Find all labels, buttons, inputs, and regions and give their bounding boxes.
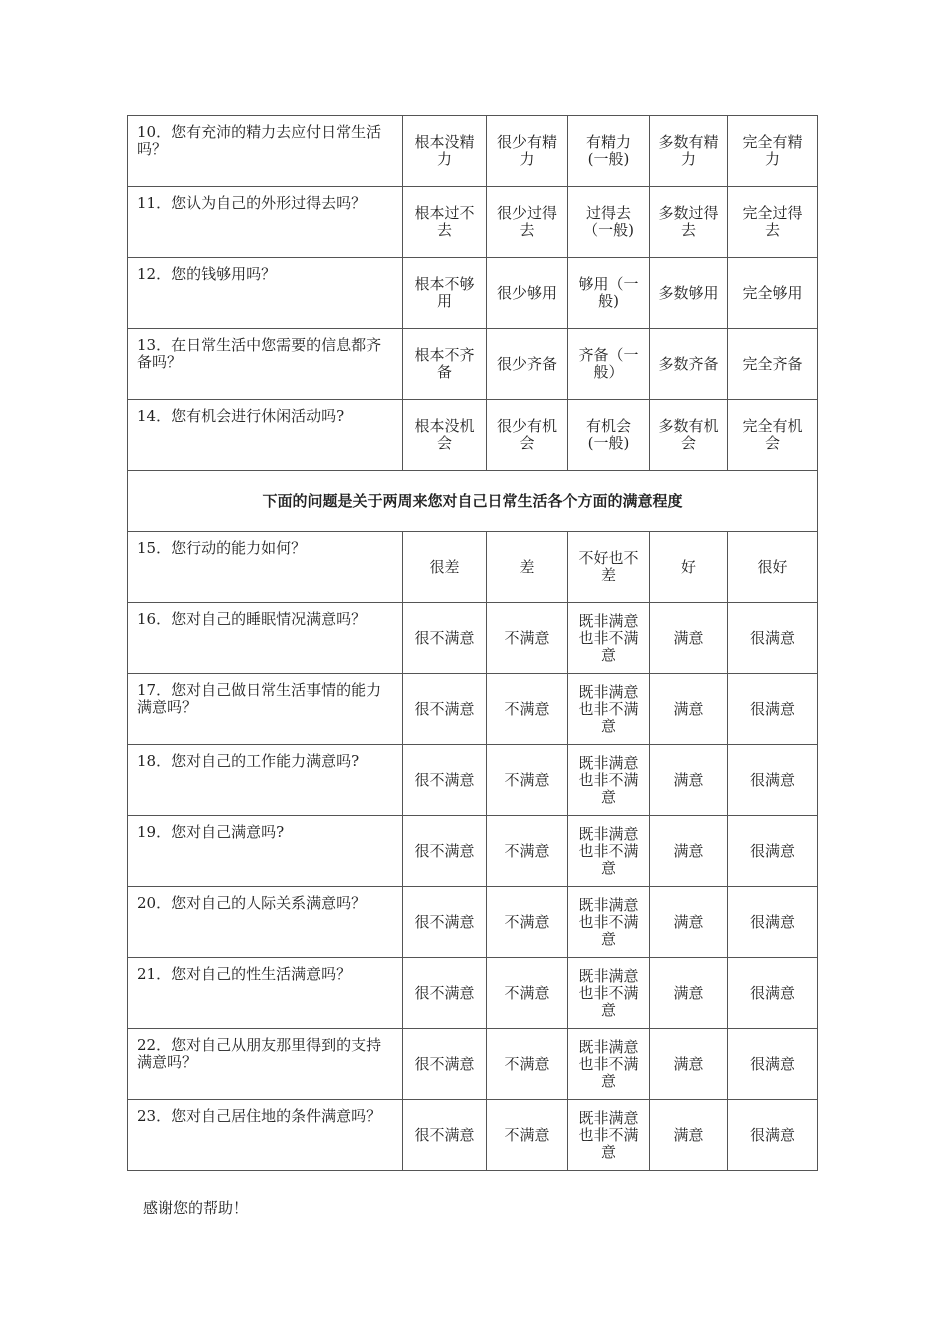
- question-text: 19．您对自己满意吗?: [128, 816, 403, 887]
- answer-option[interactable]: 很不满意: [403, 745, 487, 816]
- answer-option[interactable]: 很不满意: [403, 816, 487, 887]
- answer-option[interactable]: 既非满意也非不满意: [568, 1029, 650, 1100]
- answer-option[interactable]: 很满意: [728, 603, 818, 674]
- answer-option[interactable]: 很满意: [728, 1029, 818, 1100]
- answer-option[interactable]: 根本过不去: [403, 187, 487, 258]
- question-text: 20．您对自己的人际关系满意吗？: [128, 887, 403, 958]
- question-row: [128, 329, 818, 400]
- answer-option[interactable]: 既非满意也非不满意: [568, 745, 650, 816]
- question-text: 22．您对自己从朋友那里得到的支持满意吗？: [128, 1029, 403, 1100]
- answer-option[interactable]: 很满意: [728, 887, 818, 958]
- answer-option[interactable]: 不好也不差: [568, 532, 650, 603]
- answer-option[interactable]: 很少够用: [487, 258, 568, 329]
- question-text: 23．您对自己居住地的条件满意吗？: [128, 1100, 403, 1171]
- answer-option[interactable]: 很不满意: [403, 1100, 487, 1171]
- question-text: 16．您对自己的睡眠情况满意吗？: [128, 603, 403, 674]
- question-row: [128, 258, 818, 329]
- answer-option[interactable]: 很少有机会: [487, 400, 568, 471]
- answer-option[interactable]: 有精力(一般): [568, 116, 650, 187]
- question-text: 15．您行动的能力如何？: [128, 532, 403, 603]
- answer-option[interactable]: 完全够用: [728, 258, 818, 329]
- answer-option[interactable]: 既非满意也非不满意: [568, 1100, 650, 1171]
- answer-option[interactable]: 好: [650, 532, 728, 603]
- questionnaire-table: [127, 115, 818, 1171]
- answer-option[interactable]: 既非满意也非不满意: [568, 958, 650, 1029]
- answer-option[interactable]: 不满意: [487, 1029, 568, 1100]
- question-row: [128, 887, 818, 958]
- answer-option[interactable]: 不满意: [487, 674, 568, 745]
- answer-option[interactable]: 不满意: [487, 816, 568, 887]
- answer-option[interactable]: 很不满意: [403, 1029, 487, 1100]
- answer-option[interactable]: 很少过得去: [487, 187, 568, 258]
- question-text: 11．您认为自己的外形过得去吗？: [128, 187, 403, 258]
- answer-option[interactable]: 满意: [650, 603, 728, 674]
- answer-option[interactable]: 既非满意也非不满意: [568, 674, 650, 745]
- question-row: [128, 603, 818, 674]
- thanks-note: 感谢您的帮助！: [143, 1199, 249, 1217]
- answer-option[interactable]: 满意: [650, 887, 728, 958]
- question-row: [128, 187, 818, 258]
- answer-option[interactable]: 既非满意也非不满意: [568, 887, 650, 958]
- answer-option[interactable]: 完全过得去: [728, 187, 818, 258]
- question-row: [128, 400, 818, 471]
- answer-option[interactable]: 满意: [650, 745, 728, 816]
- question-row: [128, 1029, 818, 1100]
- answer-option[interactable]: 很少有精力: [487, 116, 568, 187]
- answer-option[interactable]: 多数有机会: [650, 400, 728, 471]
- section-header-row: [128, 471, 818, 532]
- question-text: 13．在日常生活中您需要的信息都齐备吗？: [128, 329, 403, 400]
- answer-option[interactable]: 很满意: [728, 816, 818, 887]
- answer-option[interactable]: 不满意: [487, 887, 568, 958]
- answer-option[interactable]: 根本不齐备: [403, 329, 487, 400]
- answer-option[interactable]: 满意: [650, 674, 728, 745]
- answer-option[interactable]: 根本没精力: [403, 116, 487, 187]
- answer-option[interactable]: 满意: [650, 1100, 728, 1171]
- answer-option[interactable]: 齐备（一般）: [568, 329, 650, 400]
- question-text: 10．您有充沛的精力去应付日常生活吗？: [128, 116, 403, 187]
- answer-option[interactable]: 差: [487, 532, 568, 603]
- answer-option[interactable]: 满意: [650, 958, 728, 1029]
- answer-option[interactable]: 过得去（一般): [568, 187, 650, 258]
- answer-option[interactable]: 不满意: [487, 1100, 568, 1171]
- answer-option[interactable]: 多数齐备: [650, 329, 728, 400]
- answer-option[interactable]: 不满意: [487, 603, 568, 674]
- answer-option[interactable]: 很少齐备: [487, 329, 568, 400]
- question-text: 17．您对自己做日常生活事情的能力满意吗？: [128, 674, 403, 745]
- answer-option[interactable]: 满意: [650, 1029, 728, 1100]
- answer-option[interactable]: 不满意: [487, 958, 568, 1029]
- answer-option[interactable]: 够用（一般): [568, 258, 650, 329]
- answer-option[interactable]: 根本不够用: [403, 258, 487, 329]
- answer-option[interactable]: 有机会(一般): [568, 400, 650, 471]
- question-row: [128, 745, 818, 816]
- question-row: [128, 958, 818, 1029]
- answer-option[interactable]: 多数够用: [650, 258, 728, 329]
- question-text: 21．您对自己的性生活满意吗？: [128, 958, 403, 1029]
- answer-option[interactable]: 完全有机会: [728, 400, 818, 471]
- question-text: 14．您有机会进行休闲活动吗?: [128, 400, 403, 471]
- answer-option[interactable]: 既非满意也非不满意: [568, 816, 650, 887]
- question-text: 12．您的钱够用吗？: [128, 258, 403, 329]
- question-row: [128, 816, 818, 887]
- question-row: [128, 674, 818, 745]
- answer-option[interactable]: 根本没机会: [403, 400, 487, 471]
- answer-option[interactable]: 很不满意: [403, 958, 487, 1029]
- answer-option[interactable]: 多数有精力: [650, 116, 728, 187]
- answer-option[interactable]: 多数过得去: [650, 187, 728, 258]
- answer-option[interactable]: 很满意: [728, 745, 818, 816]
- answer-option[interactable]: 很不满意: [403, 674, 487, 745]
- question-row: [128, 116, 818, 187]
- answer-option[interactable]: 很不满意: [403, 887, 487, 958]
- answer-option[interactable]: 很满意: [728, 1100, 818, 1171]
- answer-option[interactable]: 很满意: [728, 958, 818, 1029]
- answer-option[interactable]: 不满意: [487, 745, 568, 816]
- answer-option[interactable]: 既非满意也非不满意: [568, 603, 650, 674]
- question-row: [128, 532, 818, 603]
- question-text: 18．您对自己的工作能力满意吗?: [128, 745, 403, 816]
- answer-option[interactable]: 满意: [650, 816, 728, 887]
- answer-option[interactable]: 完全齐备: [728, 329, 818, 400]
- answer-option[interactable]: 很不满意: [403, 603, 487, 674]
- question-row: [128, 1100, 818, 1171]
- answer-option[interactable]: 很满意: [728, 674, 818, 745]
- answer-option[interactable]: 完全有精力: [728, 116, 818, 187]
- section-header: 下面的问题是关于两周来您对自己日常生活各个方面的满意程度: [128, 471, 818, 532]
- answer-option[interactable]: 很差: [403, 532, 487, 603]
- answer-option[interactable]: 很好: [728, 532, 818, 603]
